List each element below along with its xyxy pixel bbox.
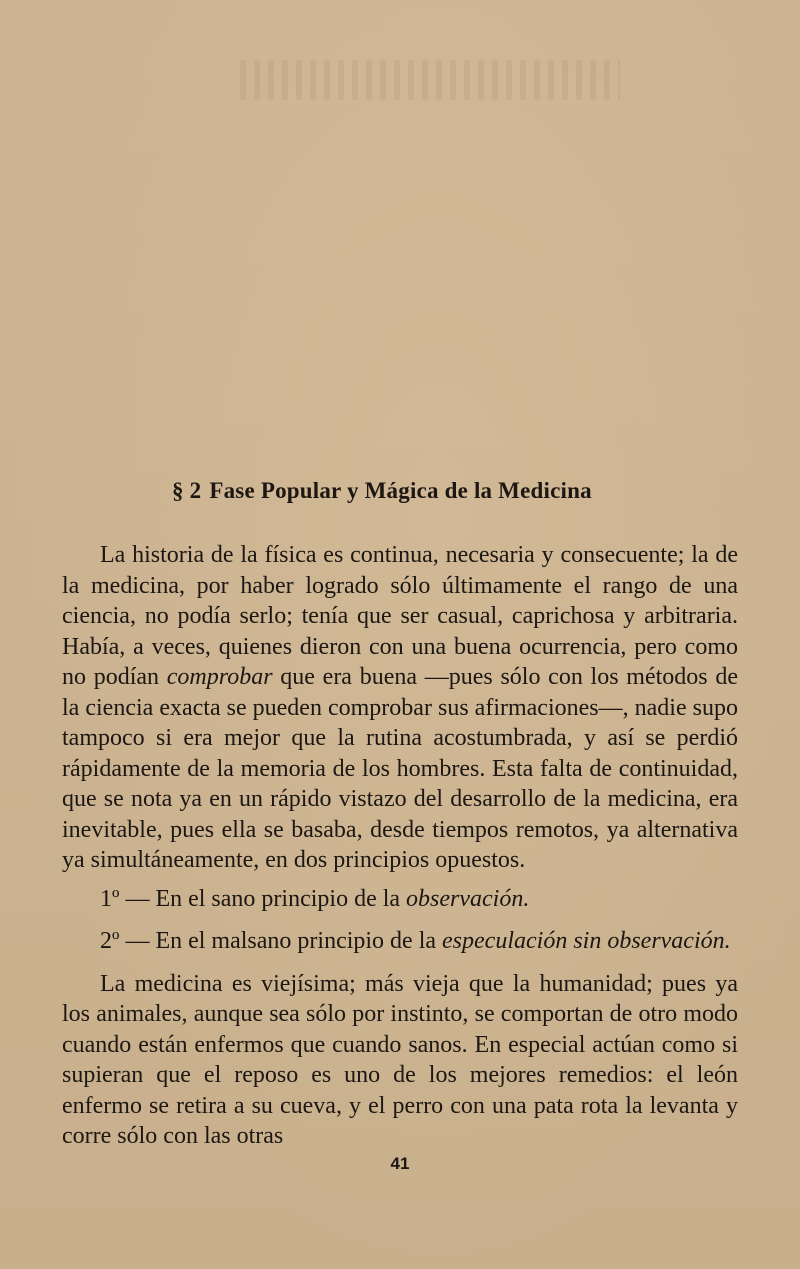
emphasis-text: comprobar — [166, 664, 273, 690]
numbered-item-1 — [62, 884, 738, 915]
paragraph-text: que era buena —pues sólo con los métodos de la ciencia exacta se pueden comprobar sus afirmaciones—, nadie supo tampoco si era mejor que la rutina acostumbrada, y así se perdió rápidamente de la memoria de los hombres. Esta falta de continuidad, que se nota ya en un rápido vistazo del desarrollo de la medicina, era inevitable, pues ella se basaba, desde tiempos remotos, ya alternativa ya simultáneamente, en dos principios opuestos. — [62, 664, 738, 873]
page-number: 41 — [390, 1154, 410, 1173]
show-through-text — [240, 60, 620, 100]
emphasis-text: observación. — [406, 885, 530, 912]
paragraph — [62, 540, 738, 876]
body-text — [62, 540, 738, 1152]
section-title: Fase Popular y Mágica de la Medicina — [209, 478, 592, 503]
paragraph: La medicina es viejísima; más vieja que la humanidad; pues ya los animales, aunque sea sólo por instinto, se comportan de otro modo cuando están enfermos que cuando sanos. En especial actúan como si supieran que el reposo es uno de los mejores remedios: el león enfermo se retira a su cueva, y el perro con una pata rota la levanta y corre sólo con las otras — [62, 970, 738, 1149]
numbered-item-2 — [62, 926, 738, 957]
item-text: 1º — En el sano principio de la — [100, 885, 407, 912]
section-heading — [172, 478, 692, 504]
section-number: § 2 — [172, 478, 202, 503]
paragraph-text: La historia de la física es continua, necesaria y consecuente; la de la medicina, por haber logrado sólo últimamente el rango de una ciencia, no podía serlo; tenía que ser casual, caprichosa y arbitraria. Había, a veces, quienes dieron con una buena ocurrencia, pero como no podían — [62, 542, 738, 690]
item-text: 2º — En el malsano principio de la — [100, 928, 443, 954]
emphasis-text: especulación sin observación. — [442, 928, 731, 954]
